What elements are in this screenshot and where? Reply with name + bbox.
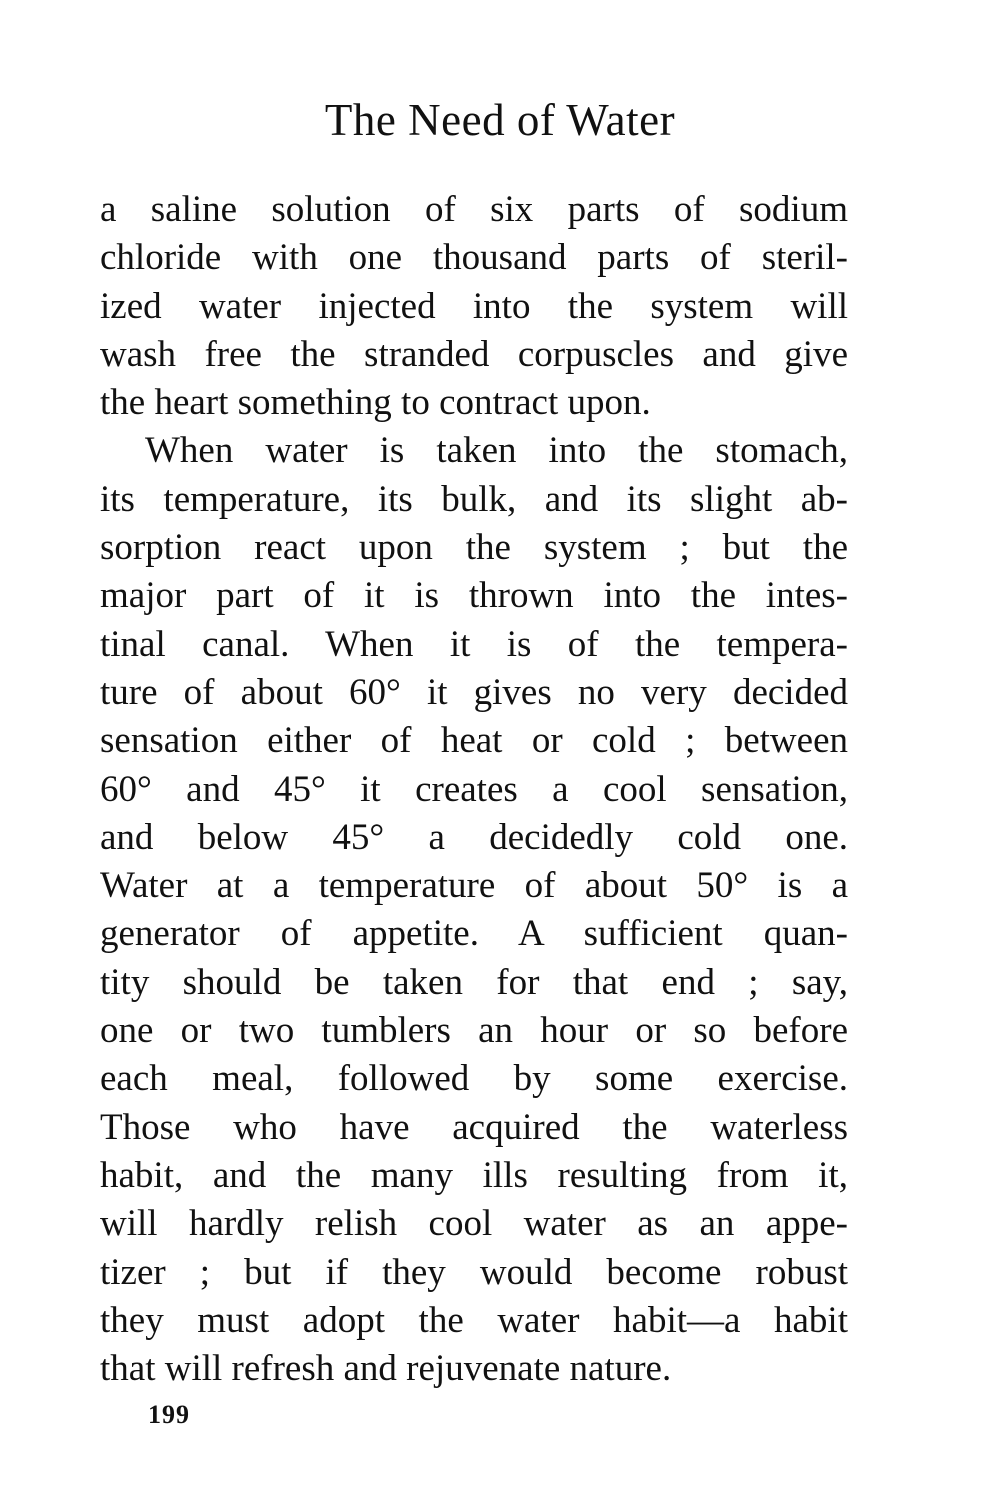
text-line: Water at a temperature of about 50° is a (100, 865, 848, 907)
body-text (100, 186, 848, 1393)
text-line: 60° and 45° it creates a cool sensation, (100, 768, 848, 810)
text-line: wash free the stranded corpuscles and give (100, 333, 848, 375)
text-line: major part of it is thrown into the intes- (100, 575, 848, 617)
paragraph (100, 186, 848, 427)
text-line: When water is taken into the stomach, (145, 430, 848, 472)
paragraph (100, 427, 848, 1393)
text-line: sorption react upon the system ; but the (100, 527, 848, 569)
text-line: will hardly relish cool water as an appe- (100, 1203, 848, 1245)
text-line: ture of about 60° it gives no very decided (100, 671, 848, 713)
text-line: its temperature, its bulk, and its slight ab- (100, 478, 848, 520)
text-line: ized water injected into the system will (100, 285, 848, 327)
text-line: one or two tumblers an hour or so before (100, 1010, 848, 1052)
text-line: they must adopt the water habit—a habit (100, 1299, 848, 1341)
text-line: the heart something to contract upon. (100, 382, 651, 424)
text-line: chloride with one thousand parts of steril- (100, 237, 848, 279)
text-line: a saline solution of six parts of sodium (100, 189, 848, 230)
page-number: 199 (148, 1400, 190, 1429)
text-line: Those who have acquired the waterless (100, 1106, 848, 1148)
text-line: tinal canal. When it is of the tempera- (100, 623, 848, 665)
text-line: tizer ; but if they would become robust (100, 1251, 848, 1293)
text-line: and below 45° a decidedly cold one. (100, 816, 848, 858)
text-line: tity should be taken for that end ; say, (100, 961, 848, 1003)
text-line: habit, and the many ills resulting from it, (100, 1154, 848, 1196)
text-line: each meal, followed by some exercise. (100, 1058, 848, 1100)
running-head-title: The Need of Water (324, 95, 676, 145)
text-line: that will refresh and rejuvenate nature. (100, 1348, 672, 1390)
text-line: sensation either of heat or cold ; between (100, 720, 848, 762)
text-line: generator of appetite. A sufficient quan- (100, 913, 848, 955)
